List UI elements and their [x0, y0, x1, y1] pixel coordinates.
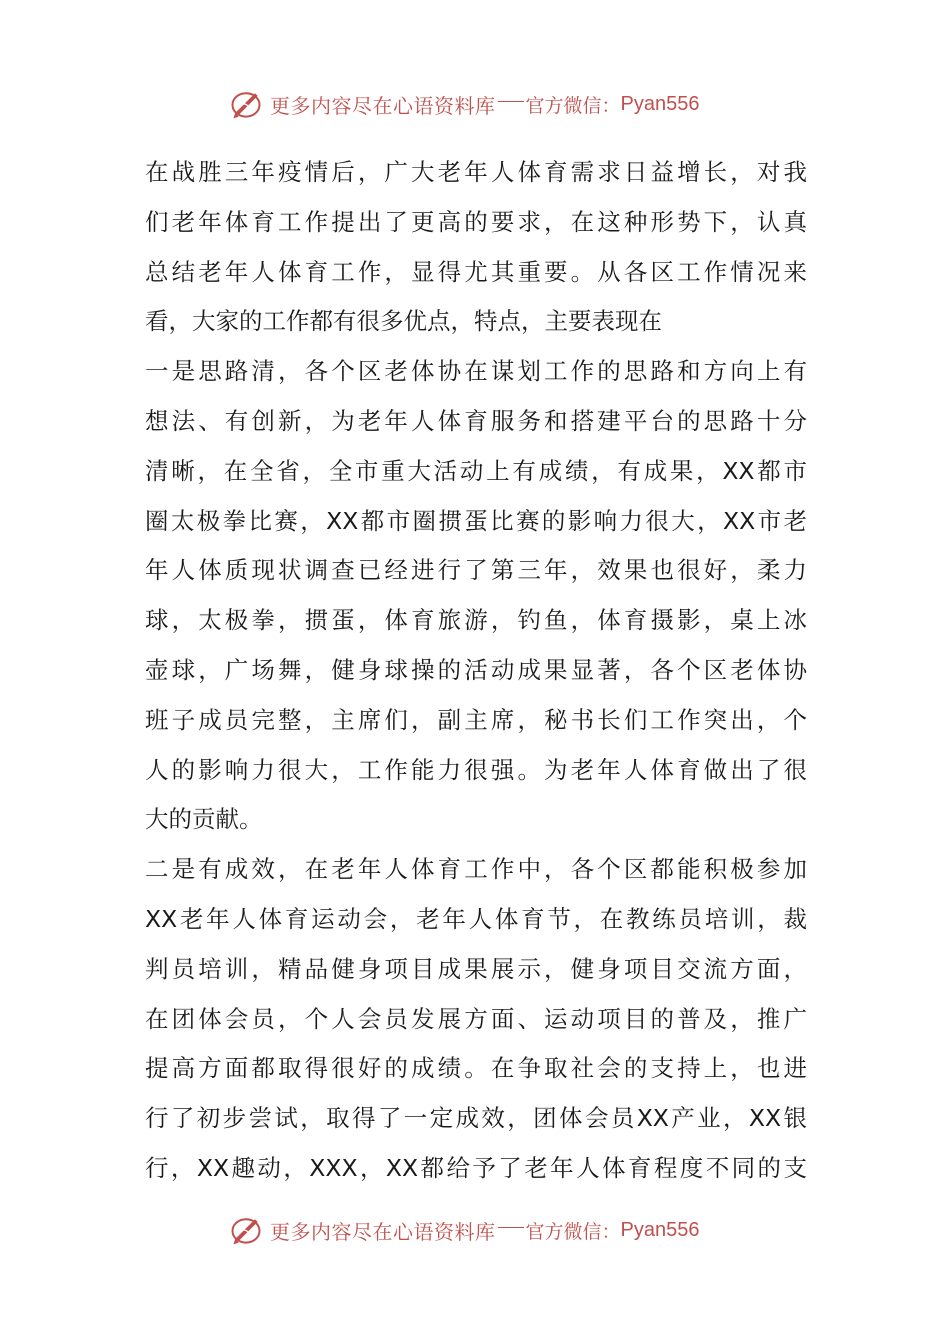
text-line: 清晰，在全省，全市重大活动上有成绩，有成果，XX都市	[145, 456, 807, 485]
pen-logo-icon	[228, 86, 264, 122]
text-line: 行，XX趣动，XXX，XX都给予了老年人体育程度不同的支	[145, 1153, 807, 1182]
text-line: 想法、有创新，为老年人体育服务和搭建平台的思路十分	[145, 406, 807, 435]
text-line: 人的影响力很大，工作能力很强。为老年人体育做出了很	[145, 755, 807, 784]
wechat-label: 官方微信：	[525, 1220, 621, 1243]
text-line: 判员培训，精品健身项目成果展示，健身项目交流方面，	[145, 954, 807, 983]
text-line: 在团体会员，个人会员发展方面、运动项目的普及，推广	[145, 1004, 807, 1033]
banner-text: 更多内容尽在心语资料库	[270, 1219, 496, 1244]
text-line: 大的贡献。	[145, 805, 263, 834]
banner-dash	[498, 1227, 524, 1228]
text-line: 总结老年人体育工作，显得尤其重要。从各区工作情况来	[145, 257, 807, 286]
footer-banner	[228, 1208, 748, 1252]
text-line: 二是有成效，在老年人体育工作中，各个区都能积极参加	[145, 855, 807, 884]
text-line: 年人体质现状调查已经进行了第三年，效果也很好，柔力	[145, 556, 807, 585]
text-line: 一是思路清，各个区老体协在谋划工作的思路和方向上有	[145, 357, 807, 386]
text-line: 们老年体育工作提出了更高的要求，在这种形势下，认真	[145, 207, 807, 236]
text-line: XX老年人体育运动会，老年人体育节，在教练员培训，裁	[145, 904, 807, 933]
banner-dash	[498, 101, 524, 102]
pen-logo-icon	[228, 1212, 264, 1248]
wechat-id: Pyan556	[620, 92, 700, 115]
header-banner	[228, 82, 748, 126]
text-line: 行了初步尝试，取得了一定成效，团体会员XX产业，XX银	[145, 1104, 807, 1133]
banner-text: 更多内容尽在心语资料库	[270, 93, 496, 118]
text-line: 在战胜三年疫情后，广大老年人体育需求日益增长，对我	[145, 158, 807, 186]
wechat-label: 官方微信：	[525, 94, 621, 117]
wechat-id: Pyan556	[620, 1218, 700, 1241]
text-line: 球，太极拳，掼蛋，体育旅游，钓鱼，体育摄影，桌上冰	[145, 606, 807, 635]
text-line: 看，大家的工作都有很多优点，特点，主要表现在	[145, 307, 662, 336]
text-line: 班子成员完整，主席们，副主席，秘书长们工作突出，个	[145, 705, 807, 734]
text-line: 提高方面都取得很好的成绩。在争取社会的支持上，也进	[145, 1054, 807, 1083]
text-line: 壶球，广场舞，健身球操的活动成果显著，各个区老体协	[145, 655, 807, 684]
text-line: 圈太极拳比赛，XX都市圈掼蛋比赛的影响力很大，XX市老	[145, 506, 807, 535]
document-body	[145, 148, 807, 1194]
